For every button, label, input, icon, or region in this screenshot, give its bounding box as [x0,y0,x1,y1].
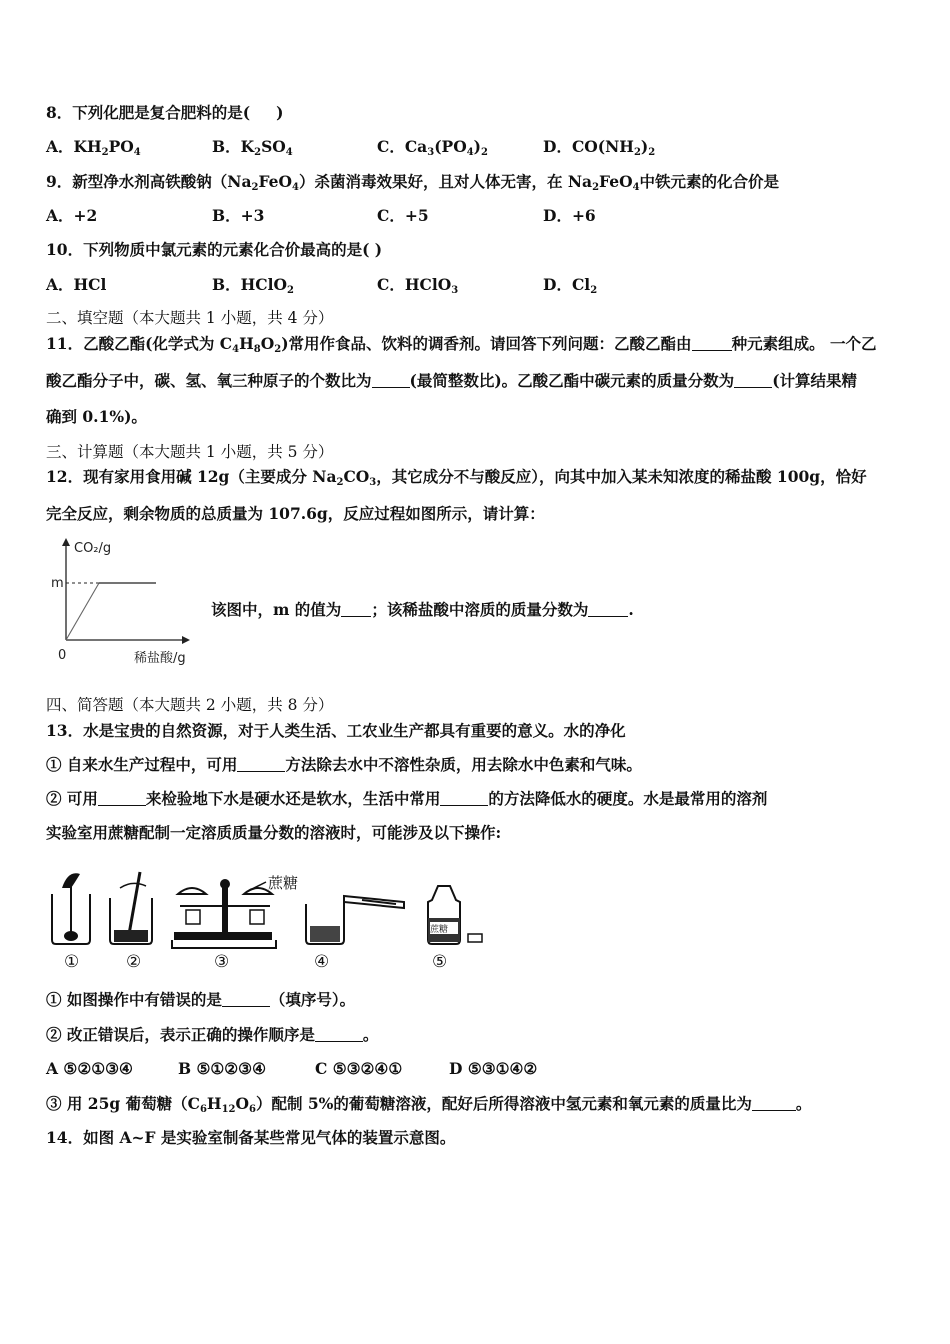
q9-stem: 9．新型净水剂高铁酸钠$(Na_2FeO_4)$杀菌消毒效果好，且对人体无害，在 $Na_2FeO_4$中铁元素的化合价是 [46,172,780,193]
q13-blank-1[interactable] [237,757,285,772]
graph-m-label: m [51,576,64,591]
q12-blank-fraction[interactable] [588,602,628,617]
q11-line-1: 11．乙酸乙酯(化学式为 $C_4H_8O_2$)常用作食品、饮料的调香剂。请回答下列问题：乙酸乙酯由 种元素组成。 一个乙 [46,334,877,355]
section-heading-short-answer: 四、简答题（本大题共 2 小题，共 8 分） [46,696,334,714]
q12-line-1: 12．现有家用食用碱 12g（主要成分 $Na_2CO_3$，其它成分不与酸反应），向其中加入某未知浓度的稀盐酸 100g，恰好 [46,467,867,488]
q13-choice-a: A ⑤②①③④ [46,1059,133,1078]
graph-y-label: CO₂/g [74,541,112,556]
step-1-beaker-icon [52,873,90,944]
graph-origin-label: 0 [58,648,67,663]
q8-option-c: C．$Ca_3(PO_4)_2$ [377,137,488,158]
q8-option-d: D．$CO(NH_2)_2$ [543,137,656,158]
step-4-pour-icon [306,896,404,944]
q12-blank-m[interactable] [341,602,371,617]
q13-blank-4[interactable] [222,992,270,1007]
q13-choice-c: C ⑤③②④① [315,1059,403,1078]
q10-option-a: A．HCl [46,275,107,294]
graph-x-label: 稀盐酸/g [134,651,186,666]
solution-prep-figure [44,866,494,974]
step-5-number: ⑤ [432,952,448,972]
q13-blank-6[interactable] [752,1096,796,1111]
q10-stem: 10．下列物质中氯元素的元素化合价最高的是( ) [46,240,383,259]
q8-stem: 8．下列化肥是复合肥料的是( ) [46,103,284,122]
step-3-balance-icon [172,874,298,948]
q11-line-3: 确到 0.1%)。 [46,407,147,426]
q13-blank-2[interactable] [98,791,146,806]
section-heading-fill-blank: 二、填空题（本大题共 1 小题，共 4 分） [46,309,334,327]
q10-option-c: C．HClO$_3$ [377,275,459,296]
q13-line-3: ② 可用 来检验地下水是硬水还是软水，生活中常用 的方法降低水的硬度。水是最常用的溶剂 [46,789,768,808]
q14-stem: 14．如图 A~F 是实验室制备某些常见气体的装置示意图。 [46,1128,456,1147]
q11-blank-3[interactable] [734,373,772,388]
q8-option-a: A．$KH_2PO_4$ [46,137,141,158]
step-1-number: ① [64,952,80,972]
step-3-sugar-label: 蔗糖 [268,874,299,892]
q13-sub-3: ③ 用 25g 葡萄糖$(C_6H_{12}O_6)$配制 5%的葡萄糖溶液，配好后所得溶液中氢元素和氧元素的质量比为 。 [46,1094,812,1115]
q13-sub-1: ① 如图操作中有错误的是 （填序号）。 [46,990,356,1009]
q10-option-b: B．HClO$_2$ [212,275,294,296]
q10-option-d: D．$Cl_2$ [543,275,598,296]
q13-blank-5[interactable] [315,1027,363,1042]
graph-rise-line [66,583,99,640]
q13-line-2: ① 自来水生产过程中，可用 方法除去水中不溶性杂质，用去除水中色素和气味。 [46,755,642,774]
step-2-number: ② [126,952,142,972]
q12-line-2: 完全反应，剩余物质的总质量为 107.6g，反应过程如图所示，请计算： [46,504,545,523]
step-3-number: ③ [214,952,230,972]
q9-option-d: D．+6 [543,206,596,225]
graph-y-arrow [62,538,70,546]
step-5-bottle-icon [428,886,482,944]
co2-vs-hcl-graph [44,536,214,671]
q13-sub-2: ② 改正错误后，表示正确的操作顺序是 。 [46,1025,379,1044]
q11-blank-1[interactable] [692,336,732,351]
q9-option-c: C．+5 [377,206,429,225]
step-2-stirring-icon [110,872,152,944]
q13-choice-b: B ⑤①②③④ [178,1059,266,1078]
q13-line-4: 实验室用蔗糖配制一定溶质质量分数的溶液时，可能涉及以下操作: [46,823,502,842]
q13-line-1: 13．水是宝贵的自然资源，对于人类生活、工农业生产都具有重要的意义。水的净化 [46,721,626,740]
section-heading-calculation: 三、计算题（本大题共 1 小题，共 5 分） [46,443,334,461]
q11-line-2: 酸乙酯分子中，碳、氢、氧三种原子的个数比为 (最简整数比)。乙酸乙酯中碳元素的质量分数为 (计算结果精 [46,371,858,390]
q13-choice-d: D ⑤③①④② [449,1059,538,1078]
q13-blank-3[interactable] [440,791,488,806]
step-4-number: ④ [314,952,330,972]
q9-option-a: A．+2 [46,206,98,225]
q8-option-b: B．$K_2SO_4$ [212,137,293,158]
q12-graph-question: 该图中，m 的值为 ；该稀盐酸中溶质的质量分数为 . [211,600,634,619]
step-5-bottle-label: 蔗糖 [430,925,449,935]
q9-option-b: B．+3 [212,206,265,225]
graph-x-arrow [182,636,190,644]
q11-blank-2[interactable] [372,373,410,388]
